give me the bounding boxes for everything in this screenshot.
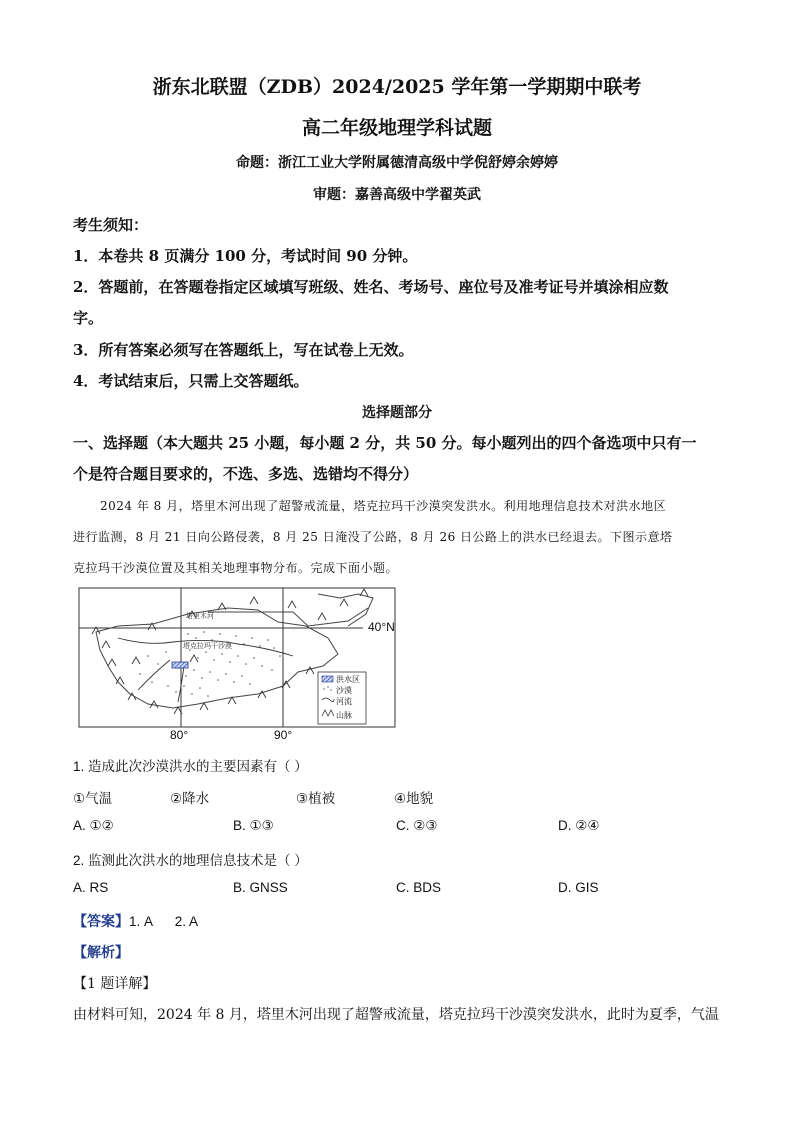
option-a: A. ①② <box>73 818 114 833</box>
notice-item: 4．考试结束后，只需上交答题纸。 <box>73 372 309 390</box>
legend-desert: 沙漠 <box>336 686 352 695</box>
notice-heading: 考生须知： <box>73 216 149 234</box>
section-intro-cont: 个是符合题目要求的，不选、多选、选错均不得分） <box>73 465 419 483</box>
desert-label: 塔克拉玛干沙漠 <box>183 643 232 650</box>
factor-2: ②降水 <box>170 791 210 806</box>
option-a: A. RS <box>73 880 109 895</box>
factor-1: ①气温 <box>73 791 113 806</box>
legend-flood: 洪水区 <box>336 675 360 684</box>
question-2-stem: 2. 监测此次洪水的地理信息技术是（ ） <box>73 853 308 868</box>
exam-subtitle: 高二年级地理学科试题 <box>301 117 492 139</box>
option-d: D. GIS <box>558 880 599 895</box>
question-1-stem: 1. 造成此次沙漠洪水的主要因素有（ ） <box>73 759 308 774</box>
answer-label: 【答案】 <box>73 914 129 930</box>
answer-text: 1. A 2. A <box>129 914 199 929</box>
material-text: 2024 年 8 月，塔里木河出现了超警戒流量，塔克拉玛干沙漠突发洪水。利用地理信息技术对洪水地区 <box>100 499 667 513</box>
answer-line <box>73 911 198 931</box>
notice-item: 2．答题前，在答题卷指定区域填写班级、姓名、考场号、座位号及准考证号并填涂相应数 <box>73 278 669 296</box>
option-b: B. ①③ <box>233 818 274 833</box>
longitude-90-label: 90° <box>274 728 293 742</box>
legend-mountain: 山脉 <box>336 711 352 720</box>
notice-item: 字。 <box>73 309 104 327</box>
latitude-label: 40°N <box>368 620 395 634</box>
option-c: C. ②③ <box>396 818 438 833</box>
option-c: C. BDS <box>396 880 442 895</box>
notice-item: 1．本卷共 8 页满分 100 分，考试时间 90 分钟。 <box>73 247 418 265</box>
analysis-text: 由材料可知，2024 年 8 月，塔里木河出现了超警戒流量，塔克拉玛干沙漠突发洪水，此时为夏季，气温 <box>73 1007 719 1023</box>
reviewer-line: 审题：嘉善高级中学翟英武 <box>313 187 481 203</box>
factor-4: ④地貌 <box>394 791 434 806</box>
option-b: B. GNSS <box>233 880 288 895</box>
exam-title: 浙东北联盟（ZDB）2024/2025 学年第一学期期中联考 <box>152 76 642 98</box>
river-label: 塔里木河 <box>186 613 214 620</box>
detail-label: 【1 题详解】 <box>73 976 157 992</box>
section-intro: 一、选择题（本大题共 25 小题，每小题 2 分，共 50 分。每小题列出的四个备选项中只有一 <box>73 434 697 452</box>
legend-river: 河流 <box>336 697 352 706</box>
longitude-80-label: 80° <box>170 728 189 742</box>
analysis-label: 【解析】 <box>73 945 129 961</box>
material-text: 进行监测，8 月 21 日向公路侵袭，8 月 25 日淹没了公路，8 月 26 日公路上的洪水已经退去。下图示意塔 <box>73 530 673 544</box>
section-title: 选择题部分 <box>362 405 432 421</box>
factor-3: ③植被 <box>296 791 336 806</box>
notice-item: 3．所有答案必须写在答题纸上，写在试卷上无效。 <box>73 341 414 359</box>
option-d: D. ②④ <box>558 818 600 833</box>
material-text: 克拉玛干沙漠位置及其相关地理事物分布。完成下面小题。 <box>73 561 399 575</box>
author-line: 命题：浙江工业大学附属德清高级中学倪舒婷余婷婷 <box>236 155 558 171</box>
map-figure <box>78 586 396 744</box>
